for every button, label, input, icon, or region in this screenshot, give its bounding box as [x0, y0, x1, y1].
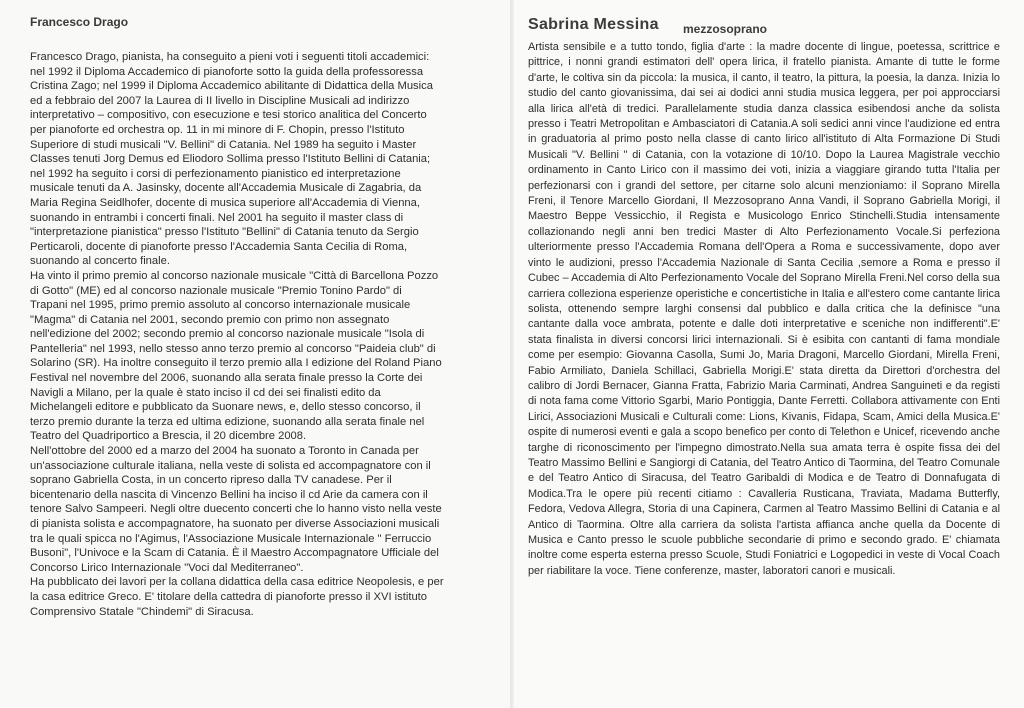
left-bio-line: Cristina Zago; nel 1999 il Diploma Accademico abilitante di Didattica della Musica: [30, 80, 433, 93]
left-bio-line: Perticaroli, docente di pianoforte presso l'Accademia Santa Cecilia di Roma,: [30, 240, 408, 253]
left-bio-line: di pianista solista e accompagnatore, ha suonato per diverse Associazioni musicali: [30, 518, 440, 530]
left-bio-line: nell'edizione del 2002; secondo premio al concorso nazionale musicale "Isola di: [30, 328, 425, 341]
left-bio-line: suonando al concerto finale.: [30, 255, 170, 268]
left-bio-line: Ha vinto il primo premio al concorso nazionale musicale "Città di Barcellona Pozzo: [30, 269, 439, 282]
left-bio-line: Busoni", l'Univoce e la Scam di Catania. È il Maestro Accompagnatore Ufficiale del: [30, 547, 439, 560]
left-bio-line: Navigli a Milano, per la quale è stato inciso il cd dei sei finalisti edito da: [30, 386, 381, 399]
left-bio-line: Classes tenuti Jorg Demus ed Eliodoro Sollima presso l'Istituto Bellini di Catania;: [30, 153, 431, 166]
left-bio-line: Superiore di studi musicali "V. Bellini" di Catania. Nel 1989 ha seguito i Master: [30, 138, 417, 151]
left-bio-line: Ha pubblicato dei lavori per la collana didattica della casa editrice Neopolesis, e per: [30, 576, 444, 589]
left-bio-line: Maria Regina Seidlhofer, docente di musica superiore all'Accademia di Vienna,: [30, 196, 420, 209]
page-fold: [510, 0, 514, 708]
left-bio-line: interpretativo – compositivo, con esecuzione e tesi storico analitica del Concerto: [30, 109, 427, 122]
left-bio-line: la casa editrice Greco. E' titolare della cattedra di pianoforte presso il XVI istituto: [30, 590, 428, 603]
left-bio-line: soprano Gabriella Costa, in un concerto ripreso dalla TV canadese. Per il: [30, 474, 392, 487]
left-bio-body: [30, 50, 485, 619]
right-bio-name: Sabrina Messina: [528, 16, 659, 33]
left-bio-line: Nell'ottobre del 2000 ed a marzo del 2004 ha suonato a Toronto in Canada per: [30, 445, 419, 458]
left-bio-line: tenore Salvo Sampeeri. Negli oltre duecento concerti che lo hanno visto nella veste: [30, 503, 442, 516]
left-bio-line: musicale tenuti da A. Jasinsky, docente all'Accademia Musicale di Zagabria, da: [30, 182, 422, 195]
left-bio-line: Comprensivo Statale "Chindemi" di Siracusa.: [30, 605, 254, 618]
left-bio-line: terzo premio durante la terza ed ultima edizione, suonando alla serata finale nel: [30, 415, 425, 428]
left-bio-line: suonando in entrambi i concerti finali. Nel 2001 ha seguito il master class di: [30, 211, 404, 224]
left-bio-line: Festival nel novembre del 2006, suonando alla serata finale presso la Corte dei: [30, 372, 423, 385]
left-bio-line: Concorso Lirico Internazionale "Voci dal Mediterraneo".: [30, 561, 304, 574]
right-bio-role: mezzosoprano: [683, 22, 768, 36]
left-bio-line: un'associazione culturale italiana, nella veste di solista ed accompagnatore con il: [30, 459, 431, 472]
left-bio-line: nel 1992 il Diploma Accademico di pianoforte sotto la guida della professoressa: [30, 65, 424, 78]
left-bio-line: tra le quali spicca no l'Agimus, l'Associazione Musicale Internazionale " Ferruccio: [30, 532, 432, 545]
left-bio-line: "interpretazione pianistica" presso l'Istituto "Bellini" di Catania tenuto da Sergio: [30, 226, 419, 239]
left-bio-line: "Magma" di Catania nel 2001, secondo premio con primo non assegnato: [30, 313, 390, 326]
left-bio-line: Teatro del Quadriportico a Brescia, il 20 dicembre 2008.: [30, 430, 307, 443]
left-bio-line: Solarino (SR). Ha inoltre conseguito il terzo premio alla I edizione del Roland Piano: [30, 357, 442, 370]
right-bio-paragraph: Artista sensibile e a tutto tondo, figlia d'arte : la madre docente di lingue, poetessa, scrittrice e pittrice, i nonni grandi estimatori dell' opera lirica, il fratello pianista. Amante di tutte le forme d'arte, le coltiva sin da piccola: la musica, il canto, il teatro, la pittura, la poesia, la danza. Inizia lo studio del canto giovanissima, dai sei ai dodici anni studia musica leggera, per poi approcciarsi alla lirica all'età di tredici. Parallelamente studia danza classica esibendosi anche da solista presso i Teatri Metropolitan e Ambasciatori di Catania.A soli sedici anni vince l'audizione ed entra in graduatoria al primo posto nella classe di canto lirico all'istituto di Alta Formazione Di Studi Musicali "V. Bellini " di Catania, con la votazione di 10/10. Dopo la Laurea Magistrale vecchio ordinamento in Canto Lirico con il massimo dei voti, inizia a viaggiare girando tutta l'Italia per perfezionarsi con i grandi del settore, per citarne solo alcuni menzioniamo: il Soprano Mirella Freni, il Tenore Marcello Giordani, Il Mezzosoprano Anna Vandi, il Soprano Gabriella Morigi, il Maestro Beppe Vessicchio, il Regista e Musicologo Enrico Stinchelli.Studia intensamente collazionando negli anni ben tredici Master di Alto Perfezionamento Vocale.Si perfeziona ulteriormente presso l'Accademia Romana dell'Opera a Roma e successivamente, dopo aver vinto le audizioni, presso l'Accademia Nazionale di Santa Cecilia ,semore a Roma e presso il Cubec – Accademia di Alto Perfezionamento Vocale del Soprano Mirella Freni.Nel corso della sua carriera colleziona esperienze operistiche e concertistiche in Italia e all'estero come cantante lirica solista, ottenendo sempre larghi consensi dal pubblico e dalla critica che la definisce "una cantante dalla voce ambrata, potente e dalle doti interpretative e sceniche non indifferenti".E' stata finalista in diversi concorsi lirici internazionali. Si è esibita con cantanti di fama mondiale come per esempio: Giovanna Casolla, Sumi Jo, Maria Dragoni, Marcello Giordani, Mirella Freni, Fabio Armiliato, Daniela Schillaci, Gabriella Morigi.E' stata diretta da Direttori d'orchestra del calibro di Jordi Bernacer, Gianna Fratta, Fabrizio Maria Carminati, Andrea Sanguineti e da registi di nota fama come Vittorio Sgarbi, Mario Pontiggia, Dante Ferretti. Collabora attivamente con Enti Lirici, Associazioni Musicali e Culturali come: Lions, Kivanis, Fidapa, Scam, Amici della Musica.E' ospite di numerosi eventi e gala a scopo benefico per conto di Telethon e Unicef, ricevendo anche targhe di riconoscimento per l'impegno dimostrato.Nella sua amata terra è ospite fissa dei del Teatro Massimo Bellini e Sangiorgi di Catania, del Teatro Antico di Taormina, del Teatro Comunale e del Teatro Antico di Siracusa, del Teatro Garibaldi di Modica e de Teatro di Donnafugata di Modica.Tra le opere più recenti citiamo : Cavalleria Rusticana, Traviata, Madama Butterfly, Fedora, Vedova Allegra, Storia di una Capinera, Carmen al Teatro Massimo Bellini di Catania e al Antico di Taormina. Oltre alla carriera da solista l'artista affianca anche quella da Docente di Musica e Canto presso le scuole pubbliche secondarie di primo e secondo grado. E' chiamata inoltre come esperta esterna presso Scuole, Studi Foniatrici e Logopedici in veste di Vocal Coach per riabilitare la voce. Tiene conferenze, master, laboratori canori e musicali.: [528, 41, 1000, 577]
left-bio-line: per pianoforte ed orchestra op. 11 in mi minore di F. Chopin, presso l'Istituto: [30, 123, 405, 136]
left-bio-line: bicentenario della nascita di Vincenzo Bellini ha inciso il cd Arie da camera con il: [30, 488, 428, 501]
right-bio-body: [528, 40, 1000, 579]
left-bio-line: di Gotto" (ME) ed al concorso nazionale musicale "Premio Tonino Pardo" di: [30, 284, 402, 297]
left-bio-line: ed a febbraio del 2007 la Laurea di II livello in Discipline Musicali ad indirizzo: [30, 94, 410, 107]
left-bio-line: Trapani nel 1995, primo premio assoluto al concorso internazionale musicale: [30, 299, 411, 312]
left-bio-line: Pantelleria" nel 1993, nello stesso anno terzo premio al concorso "Paideia club" di: [30, 342, 436, 355]
left-bio-title: Francesco Drago: [30, 15, 129, 29]
left-bio-line: Francesco Drago, pianista, ha conseguito a pieni voti i seguenti titoli accademici:: [30, 51, 430, 63]
left-bio-line: Michelangeli editore e pubblicato da Suonare news, e, dello stesso concorso, il: [30, 401, 421, 414]
left-bio-line: nel 1992 ha seguito i corsi di perfezionamento pianistico ed interpretazione: [30, 167, 401, 180]
